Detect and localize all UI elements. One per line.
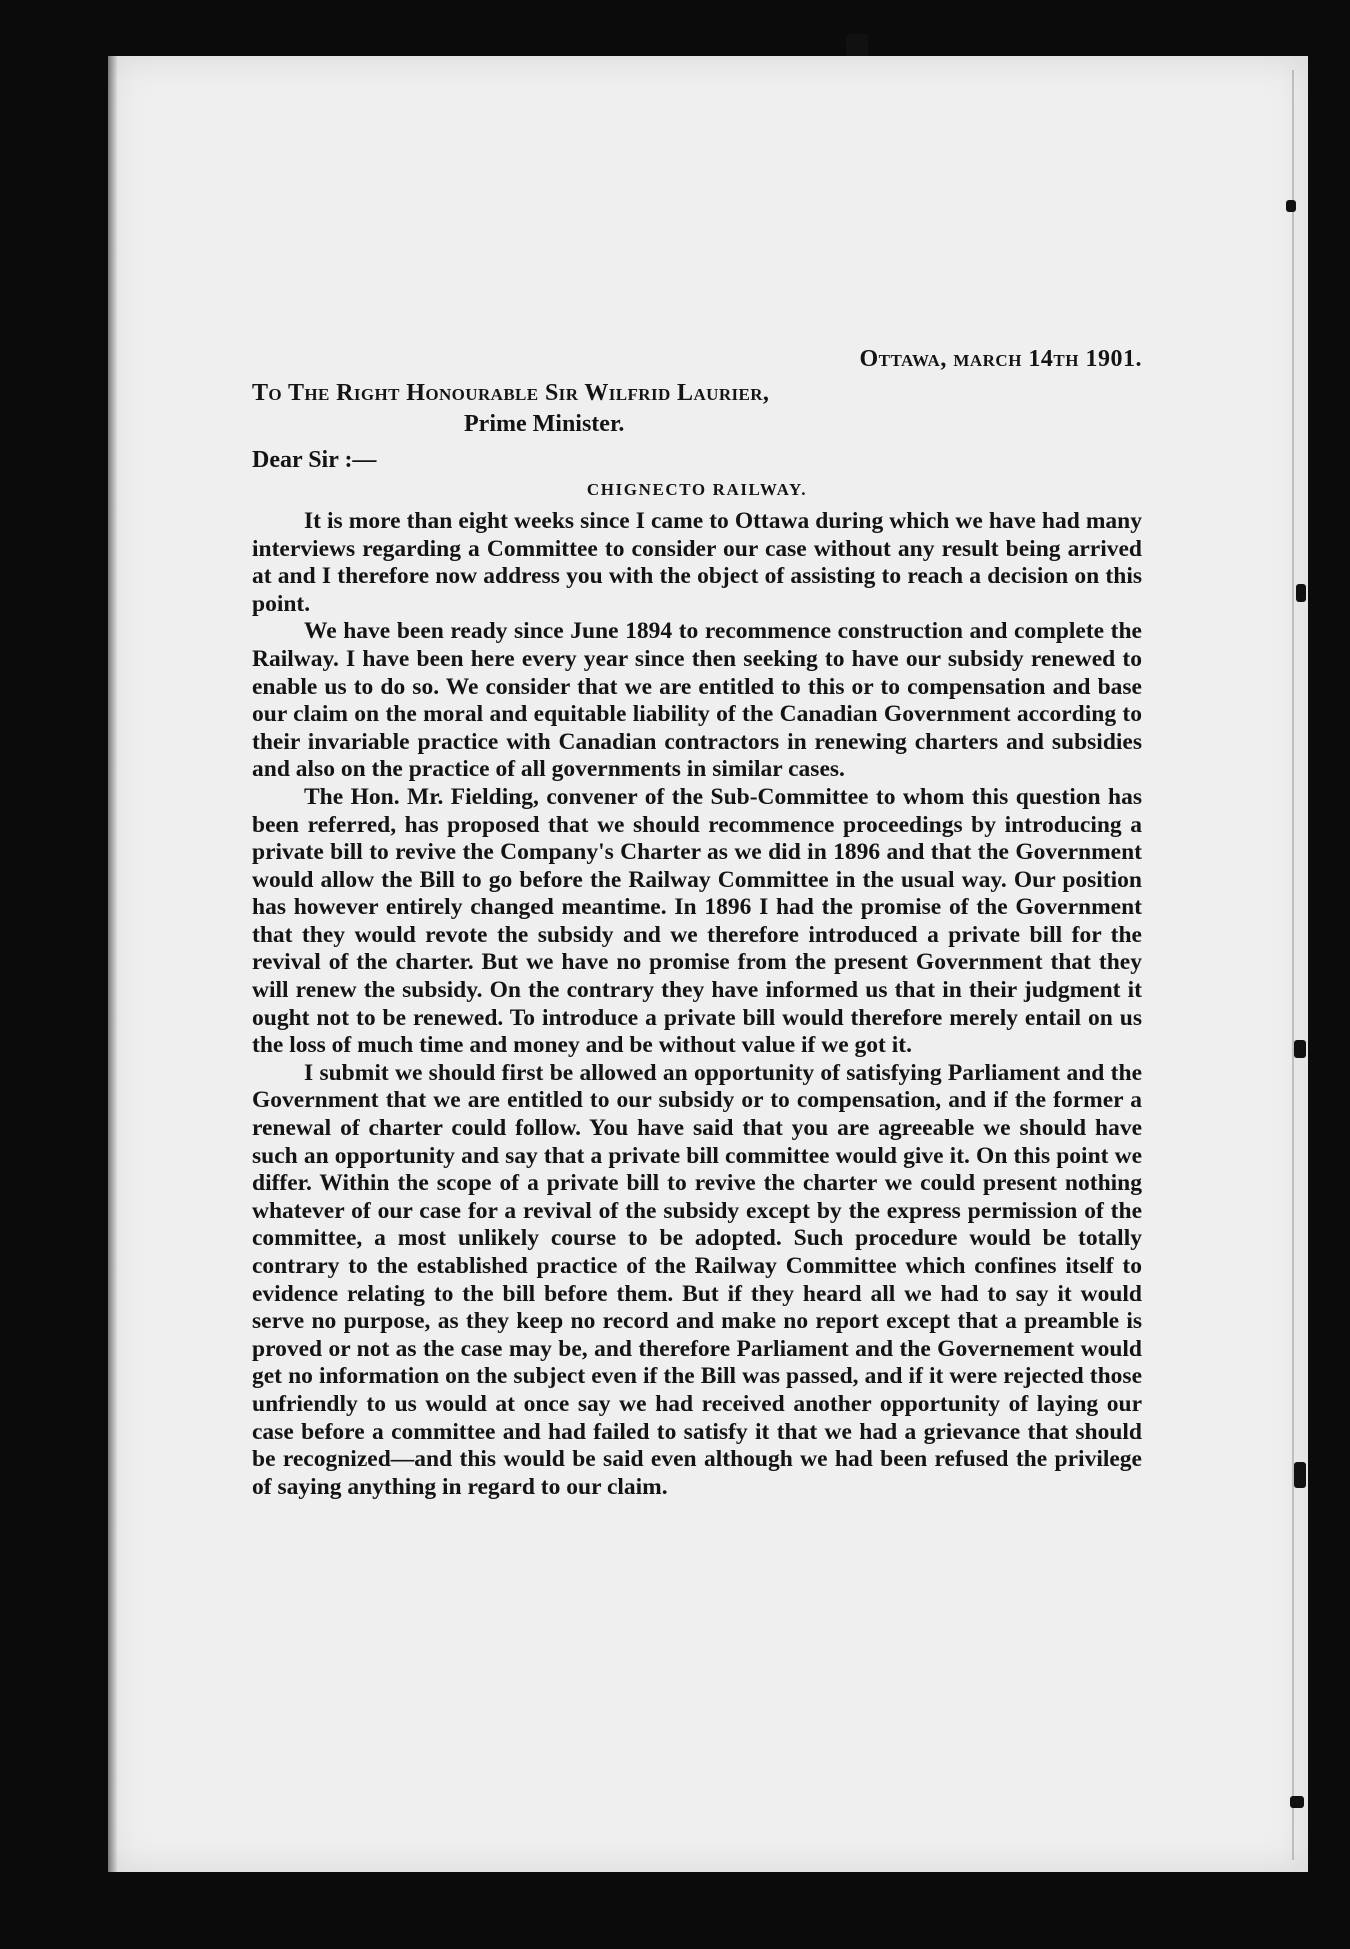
letter-body bbox=[252, 346, 1142, 1501]
margin-mark bbox=[1294, 1462, 1306, 1488]
page-fold-line bbox=[1292, 70, 1294, 1860]
top-scan-mark bbox=[846, 34, 868, 56]
margin-mark bbox=[1290, 1796, 1304, 1808]
paragraph: It is more than eight weeks since I came to Ottawa during which we have had many interviews regarding a Committee to consider our case without any result being arrived at and I therefore now address you with the object of assisting to reach a decision on this point. bbox=[252, 507, 1142, 617]
paragraph: The Hon. Mr. Fielding, convener of the Sub-Committee to whom this question has been referred, has proposed that we should recommence proceedings by introducing a private bill to revive the Company's Charter as we did in 1896 and that the Government would allow the Bill to go before the Railway Committee in the usual way. Our position has however entirely changed meantime. In 1896 I had the promise of the Government that they would revote the subsidy and we therefore introduced a private bill for the revival of the charter. But we have no promise from the present Government that they will renew the subsidy. On the contrary they have informed us that in their judgment it ought not to be renewed. To introduce a private bill would therefore merely entail on us the loss of much time and money and be without value if we got it. bbox=[252, 783, 1142, 1059]
paragraph: We have been ready since June 1894 to recommence construction and complete the Railway. I have been here every year since then seeking to have our subsidy renewed to enable us to do so. We consider that we are entitled to this or to compensation and base our claim on the moral and equitable liability of the Canadian Government according to their invariable practice with Canadian contractors in renewing charters and subsidies and also on the practice of all governments in similar cases. bbox=[252, 618, 1142, 783]
margin-mark bbox=[1294, 1040, 1306, 1058]
addressee-title: Prime Minister. bbox=[464, 411, 625, 438]
dateline: Ottawa, march 14th 1901. bbox=[859, 346, 1142, 372]
margin-mark bbox=[1286, 200, 1296, 212]
page-binding-shadow bbox=[108, 56, 118, 1872]
margin-mark bbox=[1296, 584, 1306, 602]
salutation: Dear Sir :— bbox=[252, 446, 377, 473]
paragraph: I submit we should first be allowed an opportunity of satisfying Parliament and the Government that we are entitled to our subsidy or to compensation, and if the former a renewal of charter could follow. You have said that you are agreeable we should have such an opportunity and say that a private bill committee would give it. On this point we differ. Within the scope of a private bill to revive the charter we could present nothing whatever of our case for a revival of the subsidy except by the express permission of the committee, a most unlikely course to be adopted. Such procedure would be totally contrary to the established practice of the Railway Committee which confines itself to evidence relating to the bill before them. But if they heard all we had to say it would serve no purpose, as they keep no record and make no report except that a preamble is proved or not as the case may be, and therefore Parliament and the Governement would get no information on the subject even if the Bill was passed, and if it were rejected those unfriendly to us would at once say we had received another opportunity of laying our case before a committee and had failed to satisfy it that we had a grievance that should be recognized—and this would be said even although we had been refused the privilege of saying anything in regard to our claim. bbox=[252, 1059, 1142, 1500]
letter-subject: CHIGNECTO RAILWAY. bbox=[586, 480, 808, 500]
addressee: To The Right Honourable Sir Wilfrid Laurier, bbox=[252, 379, 770, 406]
